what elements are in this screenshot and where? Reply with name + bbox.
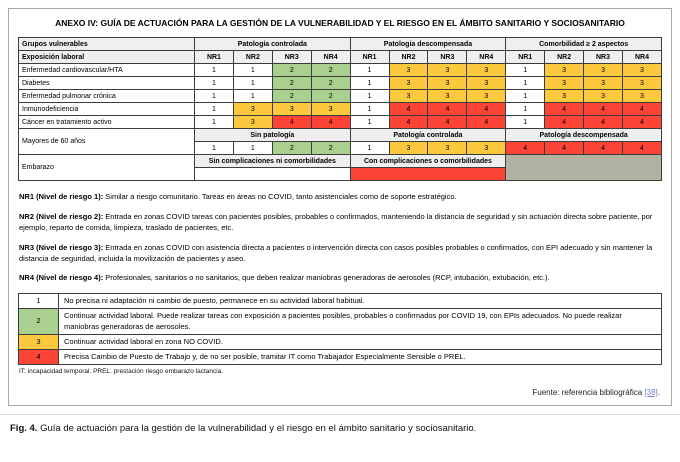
risk-cell: 1 [233, 77, 272, 90]
col-header-nr3: NR3 [272, 51, 311, 64]
source-suffix: . [657, 387, 660, 397]
risk-cell: 1 [506, 64, 545, 77]
risk-cell: 3 [467, 90, 506, 103]
col-header-nr3: NR3 [584, 51, 623, 64]
age-subheader-row [19, 129, 662, 142]
risk-cell: 3 [545, 90, 584, 103]
risk-cell: 1 [233, 64, 272, 77]
group-header-patologia-descompensada: Patología descompensada [350, 38, 506, 51]
risk-cell: 3 [467, 142, 506, 155]
legend-text-cell: No precisa ni adaptación ni cambio de puesto, permanece en su actividad laboral habitual. [59, 294, 662, 309]
risk-cell: 3 [622, 90, 661, 103]
legend-level-cell: 4 [19, 349, 59, 364]
source-prefix: Fuente: referencia bibliográfica [532, 387, 645, 397]
col-header-nr1: NR1 [350, 51, 389, 64]
not-applicable-cell [506, 155, 662, 181]
risk-cell: 1 [195, 142, 234, 155]
risk-cell: 3 [428, 142, 467, 155]
risk-cell: 3 [545, 77, 584, 90]
annex-title: ANEXO IV: GUÍA DE ACTUACIÓN PARA LA GESTIÓN DE LA VULNERABILIDAD Y EL RIESGO EN EL ÁMBITO SANITARIO Y SOCIOSANITARIO [55, 18, 625, 28]
risk-cell: 1 [195, 77, 234, 90]
legend-level-cell: 2 [19, 309, 59, 334]
row-label: Enfermedad cardiovascular/HTA [19, 64, 195, 77]
risk-cell: 3 [311, 103, 350, 116]
group-header-patologia-controlada: Patología controlada [195, 38, 351, 51]
risk-cell: 1 [350, 103, 389, 116]
risk-cell: 4 [389, 116, 428, 129]
legend-text-cell: Precisa Cambio de Puesto de Trabajo y, de no ser posible, tramitar IT como Trabajador Especialmente Sensible o PREL. [59, 349, 662, 364]
age-subheader-patologia-controlada: Patología controlada [350, 129, 506, 142]
risk-cell: 3 [584, 90, 623, 103]
row-label: Enfermedad pulmonar crónica [19, 90, 195, 103]
row-label-mayores-60: Mayores de 60 años [19, 129, 195, 155]
risk-cell: 3 [467, 77, 506, 90]
risk-cell: 1 [195, 64, 234, 77]
definition-nr3 [19, 243, 661, 265]
legend-row [19, 349, 662, 364]
risk-cell: 4 [622, 116, 661, 129]
risk-cell: 3 [622, 64, 661, 77]
risk-cell: 4 [272, 116, 311, 129]
risk-cell: 3 [428, 90, 467, 103]
abbreviations-footnote: IT: incapacidad temporal. PREL: prestación riesgo embarazo lactancia. [19, 367, 224, 375]
risk-cell: 3 [233, 116, 272, 129]
col-header-nr2: NR2 [545, 51, 584, 64]
risk-cell: 1 [506, 116, 545, 129]
legend-level-cell: 1 [19, 294, 59, 309]
risk-cell: 3 [233, 103, 272, 116]
risk-cell: 4 [428, 116, 467, 129]
risk-cell: 3 [272, 103, 311, 116]
risk-cell: 1 [506, 77, 545, 90]
definition-nr3-text: Entrada en zonas COVID con asistencia directa a pacientes o intervención directa con casos posibles probables o confirmados, con EPI adecuado y sin mantener la distancia de seguridad, incluida la movilización de pacientes y aseo. [19, 242, 653, 263]
risk-cell: 3 [545, 64, 584, 77]
col-header-nr2: NR2 [389, 51, 428, 64]
risk-cell: 3 [389, 77, 428, 90]
pregnancy-comp-cell [350, 168, 506, 181]
definition-nr2 [19, 212, 661, 234]
risk-cell: 2 [272, 64, 311, 77]
legend-level-cell: 3 [19, 334, 59, 349]
risk-cell: 3 [584, 77, 623, 90]
risk-cell: 4 [428, 103, 467, 116]
risk-cell: 1 [350, 116, 389, 129]
reference-link[interactable]: [38] [644, 387, 658, 397]
table-row [19, 77, 662, 90]
pregnancy-section [19, 155, 662, 181]
risk-cell: 3 [584, 64, 623, 77]
risk-cell: 3 [467, 64, 506, 77]
disease-rows [19, 64, 662, 129]
table-row [19, 64, 662, 77]
definition-nr4-term: NR4 (Nivel de riesgo 4): [19, 273, 104, 283]
risk-cell: 4 [622, 103, 661, 116]
risk-cell: 4 [467, 116, 506, 129]
col-header-nr2: NR2 [233, 51, 272, 64]
corner-grupos-vulnerables: Grupos vulnerables [19, 38, 195, 51]
table-row [19, 116, 662, 129]
row-label-embarazo: Embarazo [19, 155, 195, 181]
legend-row [19, 334, 662, 349]
action-legend-table [18, 293, 662, 365]
definition-nr3-term: NR3 (Nivel de riesgo 3): [19, 242, 104, 252]
risk-cell: 3 [428, 77, 467, 90]
risk-cell: 3 [389, 90, 428, 103]
risk-cell: 2 [311, 64, 350, 77]
risk-cell: 1 [350, 64, 389, 77]
legend-row [19, 309, 662, 334]
age-subheader-sin-patologia: Sin patología [195, 129, 351, 142]
risk-level-header-row [19, 51, 662, 64]
col-header-nr4: NR4 [622, 51, 661, 64]
pregnancy-nocomp-cell [195, 168, 351, 181]
risk-cell: 4 [545, 142, 584, 155]
risk-cell: 1 [350, 77, 389, 90]
row-label: Cáncer en tratamiento activo [19, 116, 195, 129]
definition-nr2-text: Entrada en zonas COVID tareas con pacientes posibles, probables o confirmados, manteniendo la distancia de seguridad y sin actuación directa sobre paciente, por ejemplo, reparto de comida, limpieza, traslado de pacientes, etc. [19, 211, 653, 232]
risk-cell: 4 [467, 103, 506, 116]
risk-cell: 2 [272, 142, 311, 155]
group-header-row [19, 38, 662, 51]
pregnancy-subheader-row [19, 155, 662, 168]
col-header-nr3: NR3 [428, 51, 467, 64]
legend-rows [19, 294, 662, 365]
risk-cell: 4 [311, 116, 350, 129]
risk-level-definitions [18, 192, 662, 284]
col-header-nr4: NR4 [467, 51, 506, 64]
figure-caption-text: Guía de actuación para la gestión de la vulnerabilidad y el riesgo en el ámbito sanitario y sociosanitario. [40, 422, 477, 434]
legend-text-cell: Continuar actividad laboral en zona NO COVID. [59, 334, 662, 349]
table-row [19, 103, 662, 116]
risk-cell: 2 [272, 90, 311, 103]
figure-panel [8, 8, 672, 406]
risk-cell: 3 [622, 77, 661, 90]
risk-cell: 4 [506, 142, 545, 155]
legend-text-cell: Continuar actividad laboral. Puede realizar tareas con exposición a pacientes posibles, probables o confirmados por COVID 19, con EPIs adecuados. No puede realizar maniobras generadoras de aerosoles. [59, 309, 662, 334]
risk-cell: 2 [311, 90, 350, 103]
risk-cell: 1 [195, 90, 234, 103]
figure-caption-label: Fig. 4. [10, 422, 38, 434]
risk-cell: 2 [311, 77, 350, 90]
risk-cell: 4 [584, 116, 623, 129]
pregnancy-subheader-con-complicaciones: Con complicaciones o comorbilidades [350, 155, 506, 168]
source-line [18, 388, 660, 397]
risk-cell: 1 [506, 90, 545, 103]
risk-cell: 1 [233, 90, 272, 103]
risk-cell: 1 [195, 116, 234, 129]
figure-caption [0, 414, 680, 434]
risk-cell: 1 [506, 103, 545, 116]
definition-nr2-term: NR2 (Nivel de riesgo 2): [19, 211, 104, 221]
risk-cell: 1 [350, 90, 389, 103]
age-section [19, 129, 662, 155]
definition-nr1 [19, 192, 661, 203]
definition-nr4 [19, 273, 661, 284]
definition-nr4-text: Profesionales, sanitarios o no sanitarios, que deben realizar maniobras generadoras de aerosoles (RCP, intubación, extubación, etc.). [105, 273, 550, 283]
risk-cell: 1 [195, 103, 234, 116]
risk-cell: 4 [622, 142, 661, 155]
pregnancy-subheader-sin-complicaciones: Sin complicaciones ni comorbilidades [195, 155, 351, 168]
definition-nr1-text: Similar a riesgo comunitario. Tareas en áreas no COVID, tanto asistenciales como de soporte estratégico. [105, 192, 457, 201]
risk-cell: 3 [389, 142, 428, 155]
risk-cell: 2 [272, 77, 311, 90]
risk-cell: 3 [428, 64, 467, 77]
group-header-comorbilidad: Comorbilidad ≥ 2 aspectos [506, 38, 662, 51]
risk-cell: 2 [311, 142, 350, 155]
risk-cell: 4 [584, 142, 623, 155]
risk-cell: 1 [233, 142, 272, 155]
risk-cell: 4 [545, 103, 584, 116]
col-header-nr1: NR1 [195, 51, 234, 64]
risk-cell: 3 [389, 64, 428, 77]
definition-nr1-term: NR1 (Nivel de riesgo 1): [19, 192, 104, 201]
risk-cell: 4 [584, 103, 623, 116]
risk-cell: 4 [389, 103, 428, 116]
vulnerability-risk-table [18, 37, 662, 181]
corner-exposicion-laboral: Exposición laboral [19, 51, 195, 64]
col-header-nr1: NR1 [506, 51, 545, 64]
row-label: Inmunodeficiencia [19, 103, 195, 116]
legend-row [19, 294, 662, 309]
table-row [19, 90, 662, 103]
risk-cell: 4 [545, 116, 584, 129]
risk-cell: 1 [350, 142, 389, 155]
col-header-nr4: NR4 [311, 51, 350, 64]
age-subheader-patologia-descompensada: Patología descompensada [506, 129, 662, 142]
row-label: Diabetes [19, 77, 195, 90]
